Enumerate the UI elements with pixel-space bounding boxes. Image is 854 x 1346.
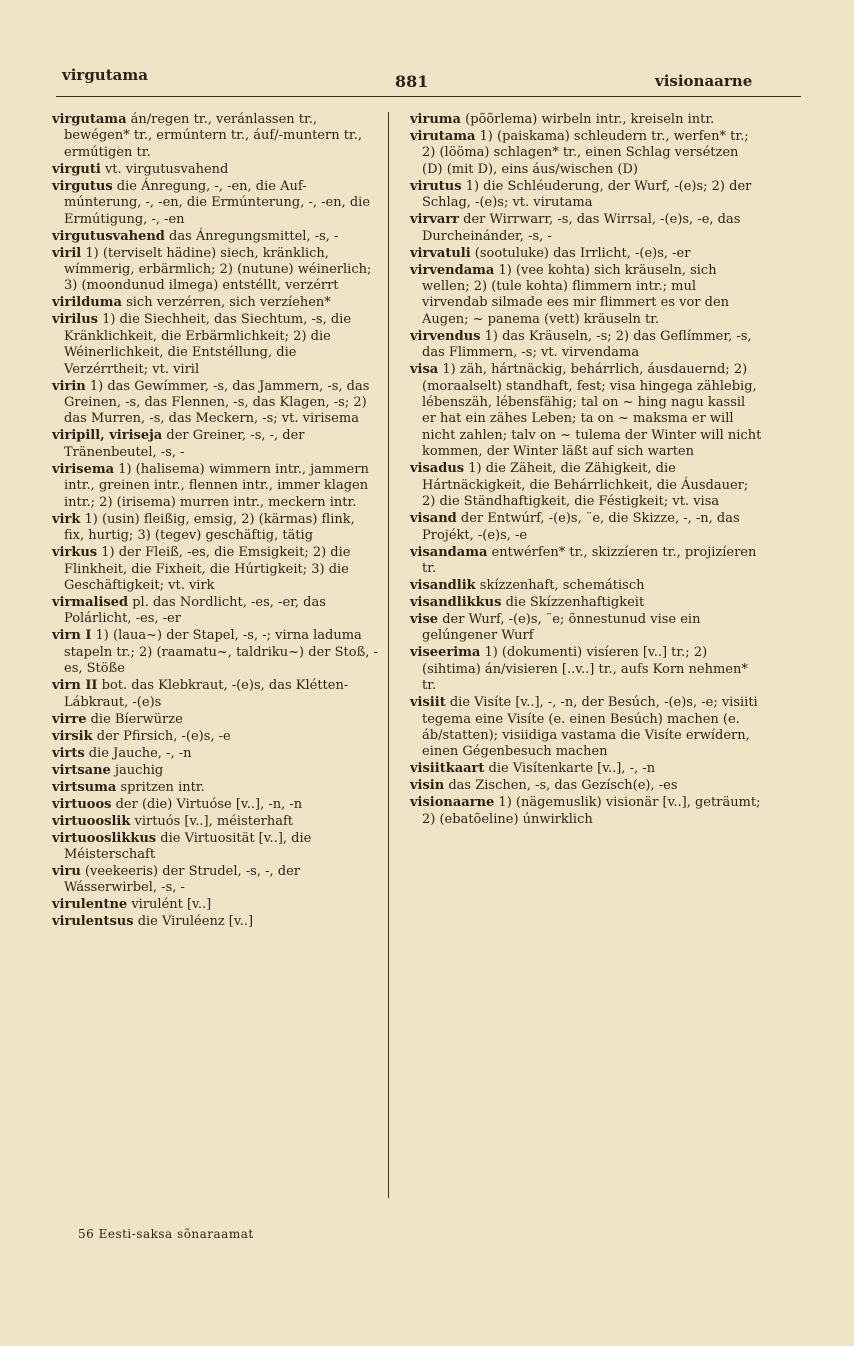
entry-definition: sich verzérren, sich verzíehen* [121,295,331,311]
entry-definition: 1) (paiskama) schleudern tr., werfen* tr.; 2) (lööma) schlagen* tr., einen Schlag versétzen (D) (mit D), eins áus/wischen (D) [422,129,749,177]
entry-headword: viripill, viriseja [52,428,163,444]
entry-headword: virsik [52,728,93,744]
entry-definition: entwérfen* tr., skizzíeren tr., projizíeren tr. [422,544,757,576]
dictionary-entry [410,329,762,362]
entry-headword: virtuooslik [52,813,131,829]
entry-definition: bot. das Klebkraut, -(e)s, das Klétten-Lábkraut, -(e)s [64,678,349,710]
entry-definition: die Visíte [v..], -, -n, der Besúch, -(e)s, -e; visiiti tegema eine Visíte (e. einen Besúch) machen (e. áb/statten); visiidiga vastama die Visíte erwídern, einen Gégenbesuch machen [422,695,758,760]
header-left-guide-word: virgutama [62,66,148,84]
entry-headword: virtuooslikkus [52,830,157,846]
entry-headword: virts [52,745,85,761]
entry-definition: 1) (nägemuslik) visionär [v..], geträumt; 2) (ebatõeline) únwirklich [422,795,761,827]
entry-headword: visandlikkus [410,594,502,610]
entry-definition: die Skízzenhaftigkeit [501,594,645,610]
dictionary-entry [410,612,762,645]
entry-definition: 1) das Gewímmer, -s, das Jammern, -s, das Greinen, -s, das Flennen, -s, das Klagen, -s; 2) das Murren, -s, das Meckern, -s; vt. virisema [64,378,370,427]
entry-headword: viru [52,863,81,879]
entry-definition: (põõrlema) wirbeln intr., kreiseln intr. [460,112,715,127]
entry-definition: skízzenhaft, schemátisch [475,577,645,593]
entry-definition: die Visítenkarte [v..], -, -n [484,761,656,777]
entry-headword: virutama [410,129,476,144]
dictionary-entry [410,212,762,245]
dictionary-entry [52,780,378,796]
entry-definition: 1) (halisema) wimmern intr., jammern intr., greinen intr., flennen intr., immer klagen intr.; 2) (irisema) murren intr., meckern intr. [64,461,369,510]
entry-headword: virulentsus [52,914,134,930]
entry-definition: 1) zäh, hártnäckig, behárrlich, áusdauernd; 2) (moraalselt) standhaft, fest; visa hingega zählebig, lébenszäh, lébensfähig; tal on ~ hing nagu kassil er hat ein zähes Leben; ta on ~ maksma er will nicht zahlen; talv on ~ tulema der Winter will nicht kommen, der Winter läßt auf sich warten [422,362,762,460]
dictionary-entry [52,797,378,813]
entry-definition: 1) die Zäheit, die Zähigkeit, die Hártnäckigkeit, die Behárrlichkeit, die Áusdauer; 2) die Ständhaftigkeit, die Féstigkeit; vt. visa [422,461,749,510]
dictionary-entry [52,729,378,745]
entry-headword: visin [410,778,445,794]
left-column [52,112,378,931]
entry-headword: visandama [410,544,488,560]
dictionary-entry [52,831,378,864]
entry-definition: án/regen tr., veránlassen tr., bewégen* tr., ermúntern tr., áuf/-muntern tr., ermútigen tr. [64,112,362,160]
dictionary-entry [52,462,378,511]
dictionary-entry [410,595,762,611]
dictionary-entry [52,112,378,161]
entry-definition: der Pfirsich, -(e)s, -e [92,728,231,744]
entry-headword: virvendus [410,328,481,344]
entry-definition: die Jauche, -, -n [84,745,192,761]
column-divider [388,112,389,1198]
entry-headword: virguti [52,161,101,177]
entry-definition: 1) die Schléuderung, der Wurf, -(e)s; 2) der Schlag, -(e)s; vt. virutama [422,178,752,211]
entry-headword: virgutus [52,178,113,194]
entry-definition: 1) die Siechheit, das Siechtum, -s, die Kränklichkeit, die Erbärmlichkeit; 2) die Wéinerlichkeit, die Entstéllung, die Verzérrtheit; vt. viril [64,312,352,377]
dictionary-entry [410,263,762,329]
dictionary-entry [52,295,378,311]
footer-signature: 56 Eesti-saksa sõnaraamat [78,1227,254,1241]
dictionary-entry [410,112,762,128]
dictionary-entry [410,778,762,794]
entry-headword: visand [410,511,457,527]
dictionary-entry [410,695,762,761]
entry-headword: virk [52,511,81,527]
entry-headword: virvarr [410,212,460,228]
entry-headword: virvendama [410,262,495,278]
entry-definition: der Wirrwarr, -s, das Wirrsal, -(e)s, -e, das Durcheinánder, -s, - [422,212,741,244]
entry-headword: visiitkaart [410,761,485,777]
entry-headword: vise [410,611,439,627]
dictionary-entry [52,545,378,594]
entry-headword: virutus [410,178,462,194]
entry-definition: spritzen intr. [116,779,205,795]
entry-definition: jauchig [110,762,164,778]
dictionary-entry [52,746,378,762]
dictionary-entry [410,578,762,594]
entry-headword: virre [52,711,87,727]
entry-headword: virgutusvahend [52,228,165,244]
dictionary-entry [52,897,378,913]
entry-definition: virtuós [v..], méisterhaft [130,813,294,829]
entry-headword: virn I [52,628,92,644]
dictionary-entry [52,712,378,728]
entry-definition: 1) (usin) fleißig, emsig, 2) (kärmas) flink, fix, hurtig; 3) (tegev) geschäftig, tätig [64,511,355,544]
dictionary-entry [410,761,762,777]
dictionary-entry [410,362,762,460]
entry-headword: visandlik [410,577,476,593]
entry-headword: visadus [410,461,465,477]
entry-definition: 1) das Kräuseln, -s; 2) das Geflímmer, -s, das Flimmern, -s; vt. virvendama [422,328,752,361]
entry-definition: das Ánregungsmittel, -s, - [164,228,339,244]
entry-headword: virn II [52,678,98,694]
entry-definition: vt. virgutusvahend [100,161,229,177]
entry-definition: das Zischen, -s, das Gezísch(e), -es [444,778,678,794]
page-number: 881 [395,72,429,91]
entry-definition: die Virtuosität [v..], die Méisterschaft [64,830,312,862]
entry-definition: die Viruléenz [v..] [133,914,254,930]
dictionary-entry [52,246,378,295]
entry-definition: 1) der Fleiß, -es, die Emsigkeit; 2) die Flinkheit, die Fixheit, die Húrtigkeit; 3) die Geschäftigkeit; vt. virk [64,545,351,593]
dictionary-entry [52,595,378,628]
entry-definition: pl. das Nordlicht, -es, -er, das Polárlicht, -es, -er [64,594,326,627]
entry-headword: virvatuli [410,245,471,261]
dictionary-entry [52,678,378,711]
dictionary-entry [410,545,762,578]
dictionary-entry [52,162,378,178]
entry-headword: virmalised [52,594,129,610]
dictionary-entry [410,246,762,262]
entry-headword: virtsane [52,762,111,778]
dictionary-entry [410,645,762,694]
entry-headword: virin [52,378,86,394]
dictionary-entry [52,628,378,677]
entry-definition: die Bíerwürze [86,711,183,727]
entry-headword: visa [410,362,439,378]
entry-definition: 1) (dokumenti) visíeren [v..] tr.; 2) (sihtima) án/visieren [..v..] tr., aufs Korn nehmen* tr. [422,645,748,694]
entry-definition: 1) (vee kohta) sich kräuseln, sich wellen; 2) (tule kohta) flimmern intr.; mul virvendab silmade ees mir flimmert es vor den Augen; ~ panema (vett) kräuseln tr. [422,262,730,327]
header-right-guide-word: visionaarne [655,72,753,90]
entry-definition: 1) (laua~) der Stapel, -s, -; virna laduma stapeln tr.; 2) (raamatu~, taldriku~) der Stoß, -es, Stöße [64,628,378,677]
entry-definition: die Ánregung, -, -en, die Auf-múnterung, -, -en, die Ermúnterung, -, -en, die Ermútigung, -, -en [64,178,371,227]
entry-definition: der Wurf, -(e)s, ¨e; õnnestunud vise ein gelúngener Wurf [422,611,701,644]
entry-headword: virkus [52,545,98,561]
dictionary-entry [52,914,378,930]
entry-headword: virilduma [52,295,122,311]
entry-headword: viseerima [410,645,481,661]
entry-definition: der Greiner, -s, -, der Tränenbeutel, -s, - [64,428,305,460]
dictionary-entry [52,379,378,428]
entry-headword: visionaarne [410,795,495,811]
dictionary-entry [52,512,378,545]
entry-definition: virulént [v..] [127,897,212,913]
dictionary-entry [52,864,378,897]
entry-definition: (veekeeris) der Strudel, -s, -, der Wásserwirbel, -s, - [64,863,300,896]
entry-definition: der Entwúrf, -(e)s, ¨e, die Skizze, -, -n, das Projékt, -(e)s, -e [422,511,740,543]
dictionary-entry [410,511,762,544]
dictionary-entry [52,428,378,461]
dictionary-entry [52,229,378,245]
entry-definition: 1) (terviselt hädine) siech, kränklich, wímmerig, erbärmlich; 2) (nutune) wéinerlich; 3) (moondunud ilmega) entstéllt, verzérrt [64,245,372,294]
dictionary-entry [52,763,378,779]
dictionary-entry [410,179,762,212]
entry-headword: viril [52,245,82,261]
entry-headword: virulentne [52,897,128,913]
dictionary-entry [52,814,378,830]
right-column [410,112,762,829]
dictionary-entry [410,129,762,178]
header-rule [56,96,801,97]
entry-headword: virtsuma [52,779,117,795]
entry-headword: virtuoos [52,796,112,812]
entry-headword: virgutama [52,112,127,127]
entry-headword: viruma [410,112,461,127]
entry-headword: visiit [410,695,446,711]
dictionary-entry [52,312,378,378]
dictionary-entry [52,179,378,228]
entry-definition: (sootuluke) das Irrlicht, -(e)s, -er [470,245,691,261]
entry-definition: der (die) Virtuóse [v..], -n, -n [111,796,303,812]
dictionary-entry [410,461,762,510]
entry-headword: virilus [52,312,98,328]
dictionary-entry [410,795,762,828]
entry-headword: virisema [52,461,115,477]
